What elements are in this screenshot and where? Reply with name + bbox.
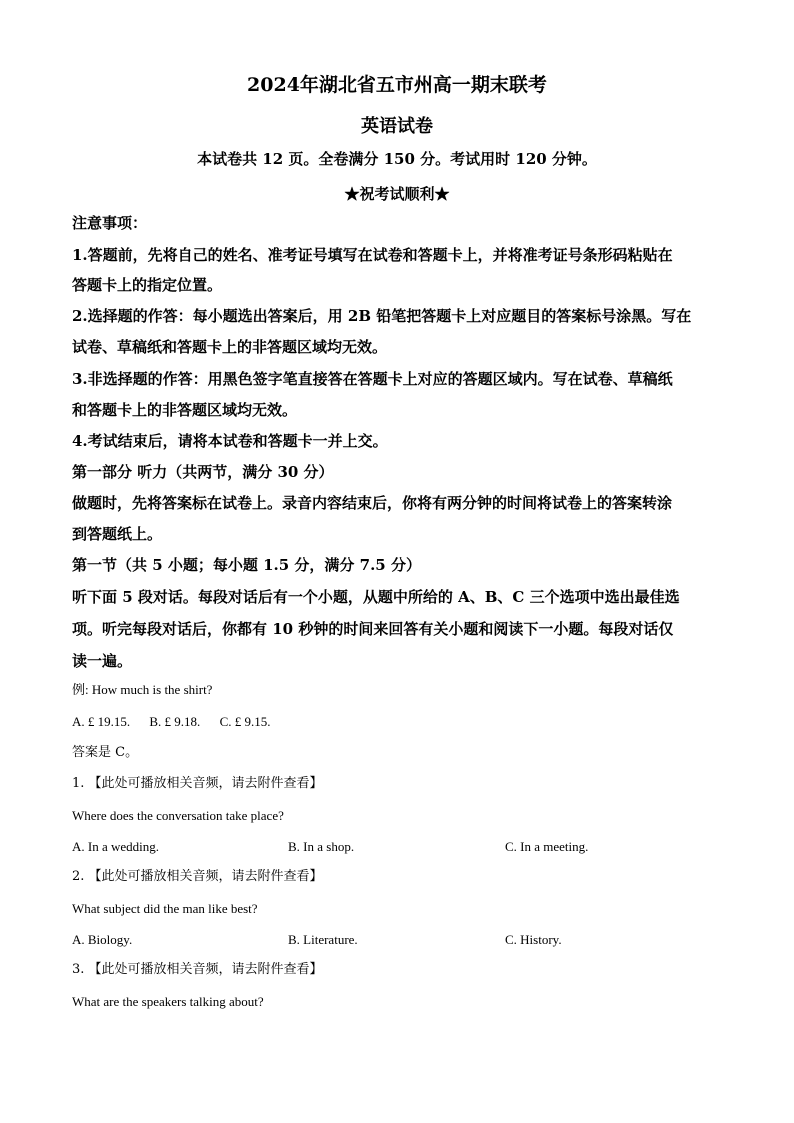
exam-subject: 英语试卷 [361,116,433,137]
exam-info: 本试卷共 12 页。全卷满分 150 分。考试用时 120 分钟。 [197,150,597,168]
q1-audio-note: 1. 【此处可播放相关音频，请去附件查看】 [72,776,323,791]
example-question: 例: How much is the shirt? [72,682,213,697]
notes-heading: 注意事项： [72,214,148,232]
example-answer: 答案是 C。 [72,745,139,760]
section-1-instructions-line-3: 读一遍。 [72,652,133,670]
q1-question: Where does the conversation take place? [72,808,284,823]
q3-question: What are the speakers talking about? [72,994,264,1009]
q2-option-c: C. History. [505,932,562,947]
q2-audio-note: 2. 【此处可播放相关音频，请去附件查看】 [72,869,323,884]
note-1-line-2: 答题卡上的指定位置。 [72,276,223,294]
q2-option-b: B. Literature. [288,932,358,947]
part-1-intro-line-2: 到答题纸上。 [72,525,163,543]
section-1-instructions-line-2: 项。听完每段对话后，你都有 10 秒钟的时间来回答有关小题和阅读下一小题。每段对话仅 [72,620,674,638]
example-option-a: A. £ 19.15. [72,714,131,729]
example-options [72,712,286,732]
good-luck-line: ★祝考试顺利★ [344,185,450,203]
note-4: 4.考试结束后，请将本试卷和答题卡一并上交。 [72,432,388,450]
example-option-c: C. £ 9.15. [219,714,271,729]
section-1-heading: 第一节（共 5 小题；每小题 1.5 分，满分 7.5 分） [72,556,421,574]
q2-option-a: A. Biology. [72,932,133,947]
q3-audio-note: 3. 【此处可播放相关音频，请去附件查看】 [72,962,323,977]
note-3-line-1: 3.非选择题的作答：用黑色签字笔直接答在答题卡上对应的答题区域内。写在试卷、草稿纸 [72,370,673,388]
note-1-line-1: 1.答题前，先将自己的姓名、准考证号填写在试卷和答题卡上，并将准考证号条形码粘贴在 [72,246,673,264]
part-1-heading: 第一部分 听力（共两节，满分 30 分） [72,463,334,481]
note-3-line-2: 和答题卡上的非答题区域均无效。 [72,401,298,419]
part-1-intro-line-1: 做题时，先将答案标在试卷上。录音内容结束后，你将有两分钟的时间将试卷上的答案转涂 [72,494,673,512]
note-2-line-2: 试卷、草稿纸和答题卡上的非答题区域均无效。 [72,338,388,356]
q1-option-c: C. In a meeting. [505,839,589,854]
q1-option-b: B. In a shop. [288,839,355,854]
example-option-b: B. £ 9.18. [149,714,201,729]
q2-question: What subject did the man like best? [72,901,258,916]
exam-title: 2024年湖北省五市州高一期末联考 [247,74,547,96]
q1-option-a: A. In a wedding. [72,839,160,854]
section-1-instructions-line-1: 听下面 5 段对话。每段对话后有一个小题，从题中所给的 A、B、C 三个选项中选出最佳选 [72,588,680,606]
note-2-line-1: 2.选择题的作答：每小题选出答案后，用 2B 铅笔把答题卡上对应题目的答案标号涂黑。写在 [72,307,692,325]
